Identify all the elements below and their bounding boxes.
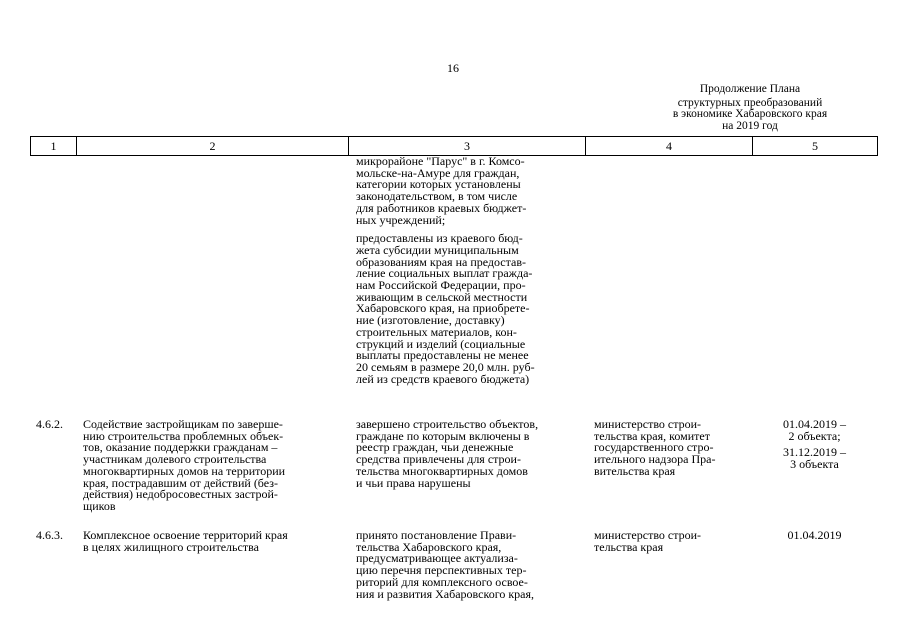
text-line: ния и развития Хабаровского края, <box>356 586 534 601</box>
text-line: принято постановление Прави- <box>356 528 517 542</box>
responsible-cell <box>594 419 756 478</box>
text-line: Комплексное освоение территорий края <box>83 528 288 542</box>
text-line: 31.12.2019 – <box>783 445 846 460</box>
text-line: Содействие застройщикам по заверше- <box>83 417 283 431</box>
text-line: реестр граждан, чьи денежные <box>356 440 514 455</box>
text-line: категории которых установлены <box>356 177 521 192</box>
deadline-cell <box>752 419 877 471</box>
text-line: и чьи права нарушены <box>356 475 471 490</box>
row-number: 4.6.2. <box>36 417 63 431</box>
header-line: структурных преобразований <box>677 96 823 109</box>
text-line: лей из средств краевого бюджета) <box>356 371 530 386</box>
text-line: тов, оказание поддержки гражданам – <box>83 440 278 455</box>
action-cell <box>83 530 351 553</box>
text-line: щиков <box>83 498 116 513</box>
text-line: тельства края, комитет <box>594 428 710 443</box>
action-cell <box>83 419 351 513</box>
text-line: выплаты предоставлены не менее <box>356 348 529 363</box>
text-line: микрорайоне "Парус" в г. Комсо- <box>356 154 525 168</box>
text-line: ных учреждений; <box>356 212 446 227</box>
text-line: строительных материалов, кон- <box>356 324 517 339</box>
text-line: в целях жилищного строительства <box>83 539 259 554</box>
result-cell <box>356 530 592 600</box>
text-line: средства привлечены для строи- <box>356 452 521 467</box>
column-number: 1 <box>31 137 77 156</box>
text-line: завершено строительство объектов, <box>356 417 539 431</box>
text-line: струкций и изделий (социальные <box>356 336 526 351</box>
text-line: для работников краевых бюджет- <box>356 200 527 215</box>
text-line: 2 объекта; <box>788 428 841 443</box>
text-line: тельства края <box>594 539 664 554</box>
text-line: министерство строи- <box>594 417 702 431</box>
text-line: граждане по которым включены в <box>356 428 530 443</box>
text-line: многоквартирных домов на территории <box>83 463 286 478</box>
header-line: Продолжение Плана <box>699 83 801 95</box>
column-number: 5 <box>753 137 878 156</box>
text-line: действия) недобросовестных застрой- <box>83 487 278 502</box>
column-number: 2 <box>77 137 349 156</box>
text-line: Хабаровского края, на приобрете- <box>356 301 530 316</box>
text-line: предоставлены из краевого бюд- <box>356 231 523 246</box>
text-line: края, пострадавшим от действий (без- <box>83 475 278 490</box>
header-line: в экономике Хабаровского края <box>672 108 828 120</box>
text-line: нию строительства проблемных объек- <box>83 428 284 443</box>
text-line: нам Российской Федерации, про- <box>356 278 526 293</box>
text-line: участникам долевого строительства <box>83 452 267 467</box>
header-line: на 2019 год <box>722 119 778 132</box>
deadline-cell: 01.04.2019 <box>787 528 842 542</box>
text-line: предусматривающее актуализа- <box>356 551 518 566</box>
text-line: ление социальных выплат гражда- <box>356 266 533 281</box>
text-line: мольске-на-Амуре для граждан, <box>356 165 520 180</box>
column-number: 4 <box>586 137 753 156</box>
row-number: 4.6.3. <box>36 528 63 542</box>
text-line: тельства Хабаровского края, <box>356 539 502 554</box>
text-line: тельства многоквартирных домов <box>356 463 528 478</box>
text-line: 20 семьям в размере 20,0 млн. руб- <box>356 359 535 374</box>
text-line: министерство строи- <box>594 528 702 542</box>
column-number-row <box>30 136 878 156</box>
text-line: вительства края <box>594 463 676 478</box>
text-line: ительного надзора Пра- <box>594 452 716 467</box>
text-line: цию перечня перспективных тер- <box>356 563 527 578</box>
responsible-cell <box>594 530 756 553</box>
text-line: риторий для комплексного освое- <box>356 574 528 589</box>
column-number: 3 <box>349 137 586 156</box>
result-cell <box>356 419 592 489</box>
text-line: жета субсидии муниципальным <box>356 242 519 257</box>
text-line: законодательством, в том числе <box>356 189 518 204</box>
text-line: государственного стро- <box>594 440 714 455</box>
plan-continuation-header <box>640 84 860 132</box>
text-line: живающим в сельской местности <box>356 289 528 304</box>
text-line: 01.04.2019 – <box>783 417 846 431</box>
page-number: 16 <box>447 61 459 75</box>
text-line: ние (изготовление, доставку) <box>356 313 505 328</box>
text-line: 3 объекта <box>790 457 839 472</box>
continuation-result-cell <box>356 156 592 385</box>
text-line: образованиям края на предостав- <box>356 254 527 269</box>
